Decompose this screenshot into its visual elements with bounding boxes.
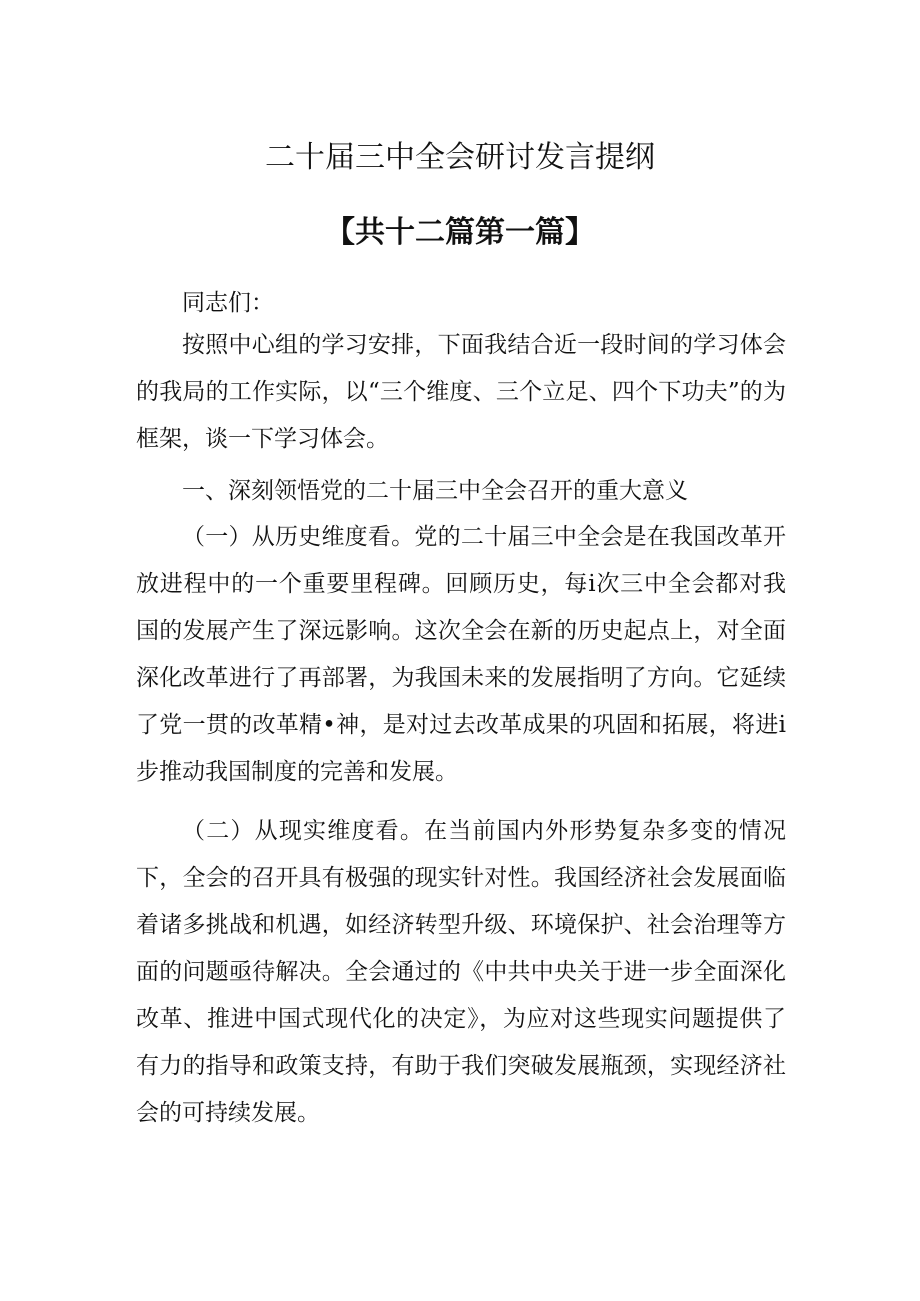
page-subtitle: 【共十二篇第一篇】 [325,215,595,250]
greeting: 同志们： [182,290,274,316]
paragraph-intro: 按照中心组的学习安排，下面我结合近一段时间的学习体会的我局的工作实际，以“三个维度、三个立足、四个下功夫”的为框架，谈一下学习体会。 [136,332,786,452]
section-heading-1: 一、深刻领悟党的二十届三中全会召开的重大意义 [182,478,688,504]
page-title: 二十届三中全会研讨发言提纲 [265,140,655,175]
paragraph-practical: （二）从现实维度看。在当前国内外形势复杂多变的情况下，全会的召开具有极强的现实针对性。我国经济社会发展面临着诸多挑战和机遇，如经济转型升级、环境保护、社会治理等方面的问题亟待解决。全会通过的《中共中央关于进一步全面深化改革、推进中国式现代化的决定》，为应对这些现实问题提供了有力的指导和政策支持，有助于我们突破发展瓶颈，实现经济社会的可持续发展。 [136,818,786,1126]
paragraph-historical: （一）从历史维度看。党的二十届三中全会是在我国改革开放进程中的一个重要里程碑。回顾历史，每i次三中全会都对我国的发展产生了深远影响。这次全会在新的历史起点上，对全面深化改革进行了再部署，为我国未来的发展指明了方向。它延续了党一贯的改革精•神，是对过去改革成果的巩固和拓展，将进i步推动我国制度的完善和发展。 [136,524,786,785]
